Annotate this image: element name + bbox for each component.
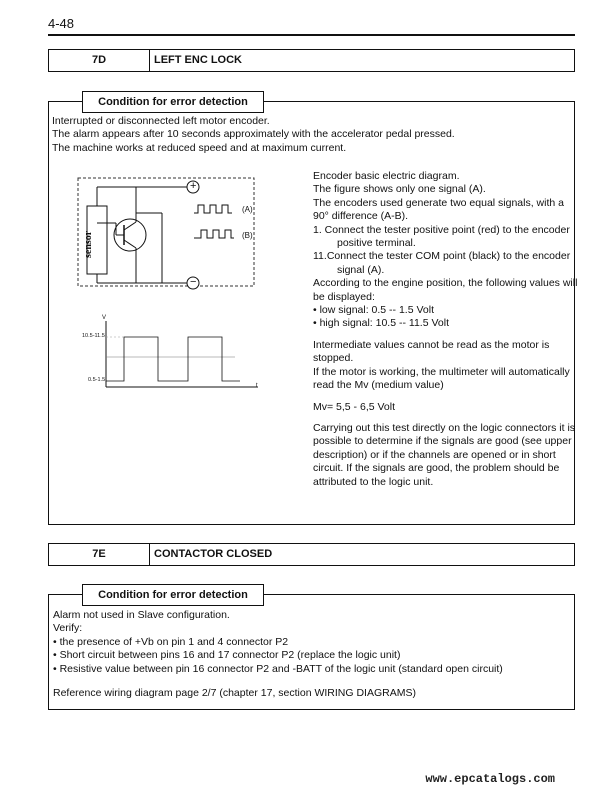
header-rule	[48, 34, 575, 36]
error-7e-header	[48, 543, 575, 566]
graph-high-label: 10.5-11.5	[82, 333, 105, 339]
sensor-label: sensor	[83, 230, 94, 258]
paragraph: Carrying out this test directly on the logic connectors it is possible to determine if the signals are good (see upper description) or if the channels are opened or in short circuit. If the signals are good, the problem should be attributed to the logic unit.	[313, 421, 576, 488]
encoder-test-instructions	[313, 170, 578, 489]
condition-label: Condition for error detection	[82, 91, 264, 113]
condition-description	[53, 609, 568, 700]
footer-watermark: www.epcatalogs.com	[425, 772, 555, 786]
paragraph: If the motor is working, the multimeter will automatically read the Mv (medium value)	[313, 365, 570, 392]
condition-line: Interrupted or disconnected left motor encoder.	[52, 115, 270, 127]
error-code: 7E	[49, 544, 150, 565]
step-2: 11.Connect the tester COM point (black) to the encoder signal (A).	[313, 250, 571, 276]
error-title: LEFT ENC LOCK	[154, 54, 242, 66]
reference-line: Reference wiring diagram page 2/7 (chapter 17, section WIRING DIAGRAMS)	[53, 687, 416, 700]
paragraph: The figure shows only one signal (A).	[313, 183, 486, 196]
verify-item: • the presence of +Vb on pin 1 and 4 connector P2	[53, 635, 289, 648]
paragraph: According to the engine position, the following values will be displayed:	[313, 277, 578, 303]
condition-description	[52, 115, 567, 155]
error-code: 7D	[49, 50, 150, 71]
paragraph: Mv= 5,5 - 6,5 Volt	[313, 400, 396, 413]
minus-terminal: −	[190, 276, 197, 288]
page-number: 4-48	[48, 16, 75, 31]
error-7d-header	[48, 49, 575, 72]
verify-item: • Short circuit between pins 16 and 17 connector P2 (replace the logic unit)	[53, 649, 401, 662]
step-1: 1. Connect the tester positive point (red) to the encoder positive terminal.	[313, 223, 570, 250]
condition-line: Alarm not used in Slave configuration.	[53, 609, 230, 621]
graph-low-label: 0.5-1.5	[88, 377, 106, 383]
signal-b-label: (B)	[242, 231, 253, 240]
plus-terminal: +	[190, 180, 197, 192]
paragraph: The encoders used generate two equal signals, with a 90° difference (A-B).	[313, 196, 564, 223]
paragraph: Intermediate values cannot be read as the motor is stopped.	[313, 338, 550, 365]
paragraph: Encoder basic electric diagram.	[313, 170, 460, 182]
condition-line: Verify:	[53, 622, 83, 635]
bullet-high-signal: • high signal: 10.5 -- 11.5 Volt	[313, 317, 449, 330]
graph-x-label: t	[256, 383, 258, 389]
verify-item: • Resistive value between pin 16 connector P2 and -BATT of the logic unit (standard open circuit)	[53, 662, 503, 675]
signal-voltage-graph	[80, 315, 280, 395]
condition-line: The machine works at reduced speed and at maximum current.	[52, 141, 347, 154]
graph-y-label: V	[102, 315, 107, 321]
bullet-low-signal: • low signal: 0.5 -- 1.5 Volt	[313, 304, 434, 317]
condition-label: Condition for error detection	[82, 584, 264, 606]
error-title: CONTACTOR CLOSED	[154, 548, 273, 560]
signal-a-label: (A)	[242, 205, 253, 214]
condition-line: The alarm appears after 10 seconds approximately with the accelerator pedal pressed.	[52, 128, 455, 141]
